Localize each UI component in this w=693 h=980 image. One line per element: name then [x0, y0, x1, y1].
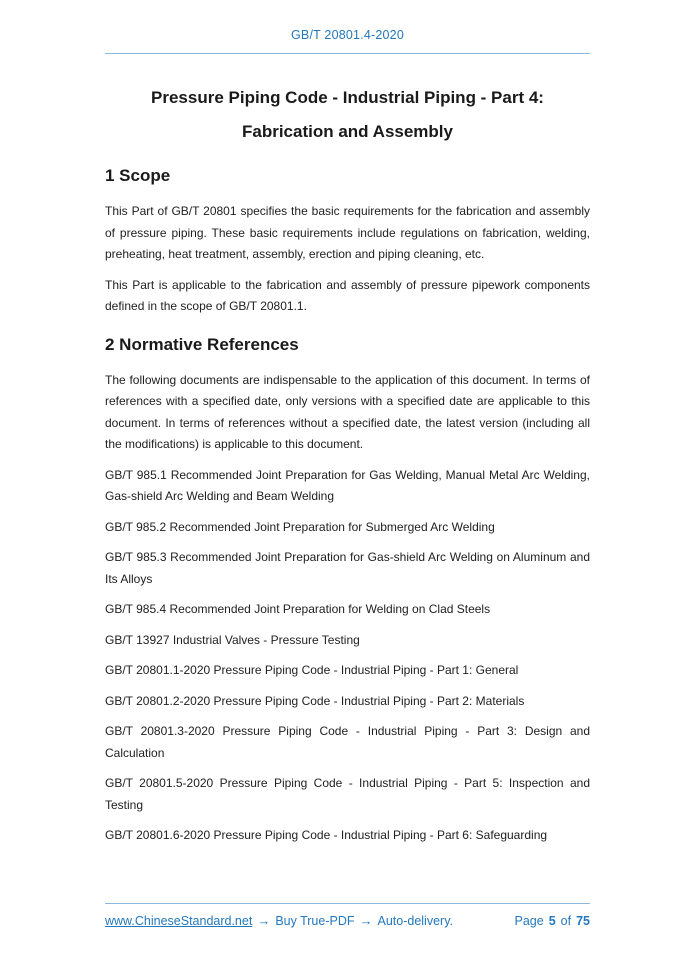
doc-number: GB/T 20801.4-2020 [291, 28, 404, 42]
arrow-right-icon: → [257, 913, 271, 928]
footer-promo [105, 913, 453, 928]
footer-delivery-text: Auto-delivery. [377, 914, 453, 928]
page-footer [105, 903, 590, 928]
reference-item: GB/T 985.3 Recommended Joint Preparation for Gas-shield Arc Welding on Aluminum and Its Alloys [105, 550, 590, 586]
paragraph: This Part of GB/T 20801 specifies the basic requirements for the fabrication and assembly of pressure piping. These basic requirements include regulations on fabrication, welding, preheating, heat treatment, assembly, erection and piping cleaning, etc. [105, 204, 590, 261]
reference-item: GB/T 985.4 Recommended Joint Preparation for Welding on Clad Steels [105, 602, 491, 616]
current-page-number: 5 [548, 914, 556, 928]
website-link[interactable]: www.ChineseStandard.net [105, 914, 253, 928]
reference-item: GB/T 20801.3-2020 Pressure Piping Code - Industrial Piping - Part 3: Design and Calculation [105, 724, 590, 760]
reference-item: GB/T 13927 Industrial Valves - Pressure Testing [105, 632, 360, 647]
of-label: of [560, 914, 572, 928]
document-title-line1: Pressure Piping Code - Industrial Piping - Part 4: [151, 88, 544, 107]
page-indicator [515, 914, 591, 928]
arrow-right-icon: → [359, 913, 373, 928]
reference-item: GB/T 985.2 Recommended Joint Preparation for Submerged Arc Welding [105, 519, 495, 534]
footer-buy-text: Buy True-PDF [275, 914, 355, 928]
document-title [105, 81, 590, 149]
reference-item: GB/T 20801.1-2020 Pressure Piping Code - Industrial Piping - Part 1: General [105, 663, 519, 677]
paragraph: This Part is applicable to the fabrication and assembly of pressure pipework components defined in the scope of GB/T 20801.1. [105, 277, 590, 313]
page-label: Page [514, 914, 544, 928]
section-heading-normative-references: 2 Normative References [105, 334, 299, 354]
header-divider [105, 53, 590, 54]
paragraph: The following documents are indispensable to the application of this document. In terms of references with a specified date, only versions with a specified date are applicable to this document. In terms of references without a specified date, the latest version (including all the modifications) is applicable to this document. [105, 372, 590, 451]
document-title-line2: Fabrication and Assembly [242, 122, 453, 141]
reference-item: GB/T 985.1 Recommended Joint Preparation for Gas Welding, Manual Metal Arc Welding, Gas-shield Arc Welding and Beam Welding [105, 467, 590, 503]
section-scope [105, 166, 590, 318]
section-normative-references [105, 335, 590, 847]
reference-item: GB/T 20801.5-2020 Pressure Piping Code - Industrial Piping - Part 5: Inspection and Testing [105, 776, 590, 812]
total-page-number: 75 [576, 914, 590, 928]
reference-item: GB/T 20801.2-2020 Pressure Piping Code - Industrial Piping - Part 2: Materials [105, 693, 525, 708]
section-heading-scope: 1 Scope [105, 166, 171, 185]
reference-item: GB/T 20801.6-2020 Pressure Piping Code - Industrial Piping - Part 6: Safeguarding [105, 828, 548, 842]
